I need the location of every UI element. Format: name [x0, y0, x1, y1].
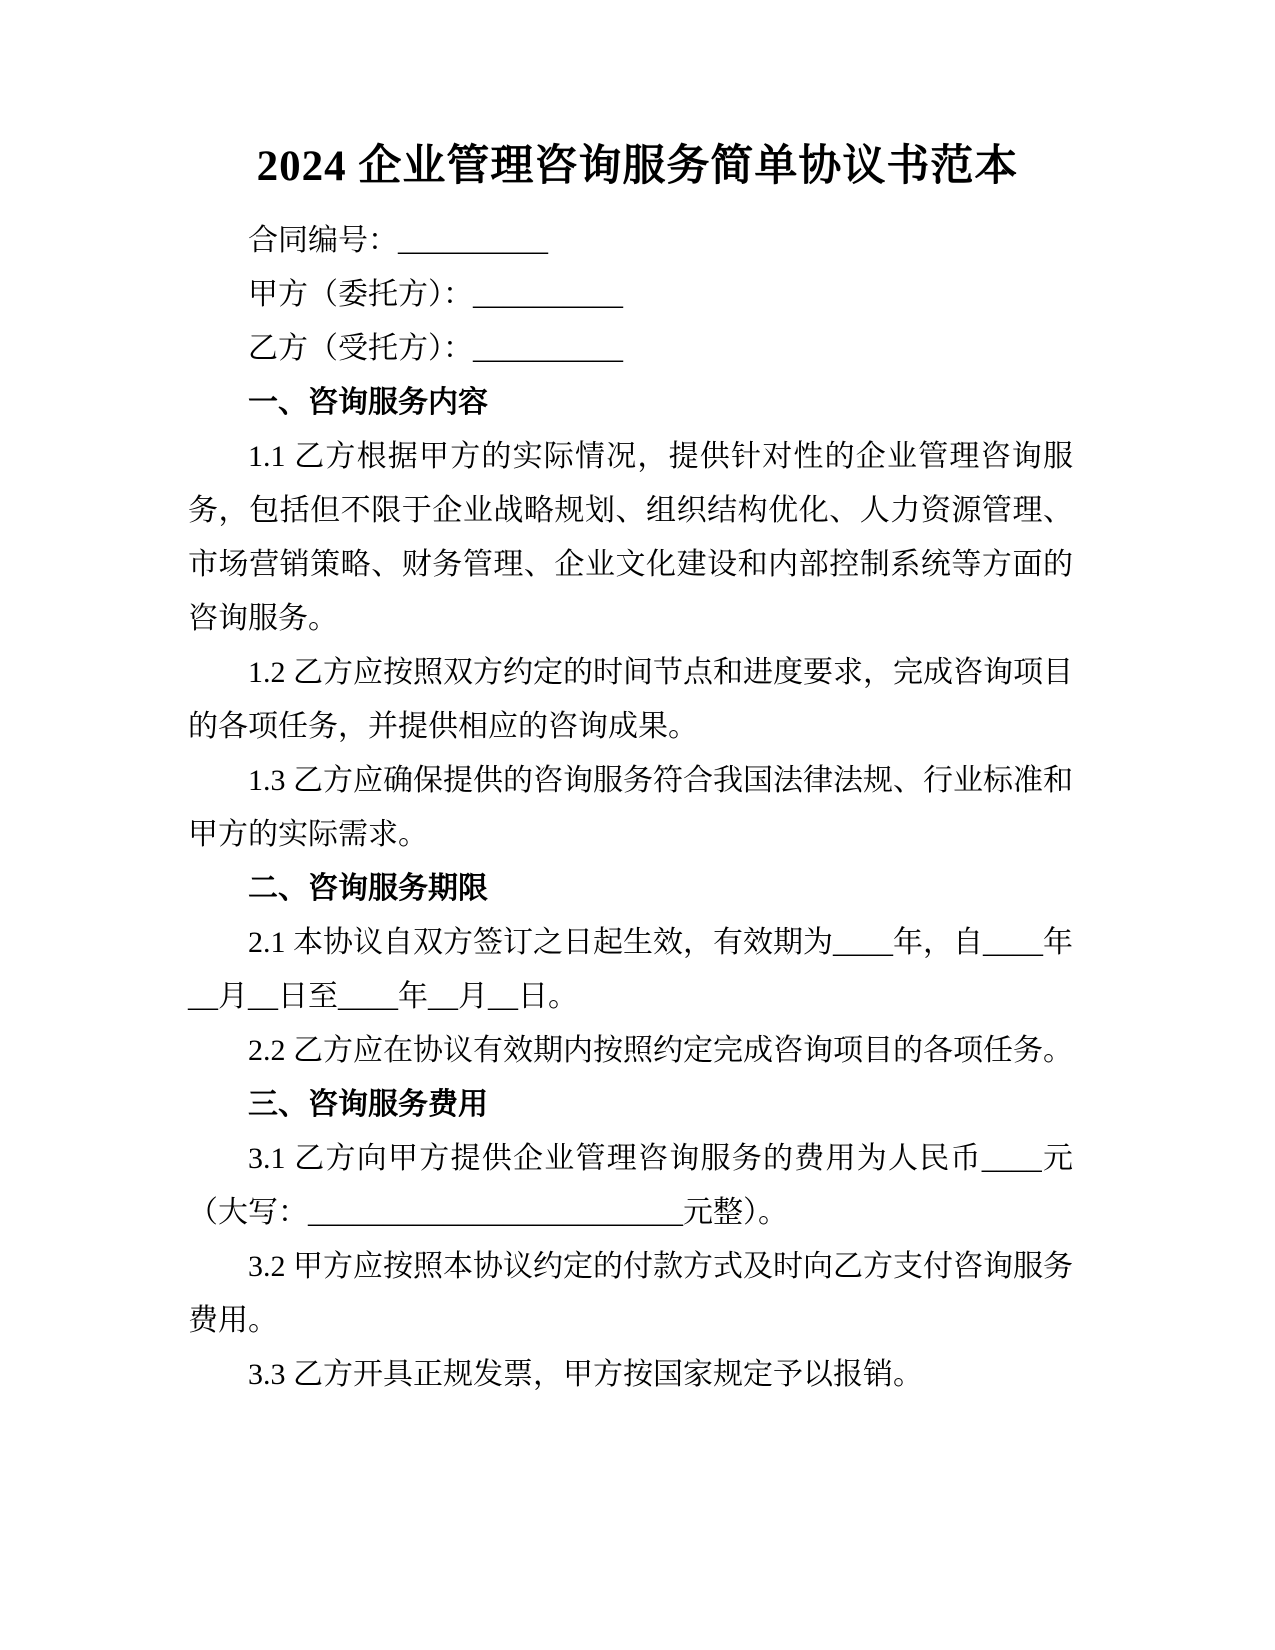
- party-a-field: [188, 268, 1073, 322]
- party-b-field: [188, 322, 1073, 376]
- contract-number-field: [188, 214, 1073, 268]
- clause-2-1: 2.1 本协议自双方签订之日起生效，有效期为____年，自____年__月__日至____年__月__日。: [188, 926, 1073, 1013]
- clause-3-3: 3.3 乙方开具正规发票，甲方按国家规定予以报销。: [248, 1358, 923, 1391]
- contract-number-label: 合同编号：: [248, 224, 398, 257]
- contract-number-blank: __________: [398, 224, 548, 257]
- section-1-heading: 一、咨询服务内容: [248, 386, 488, 419]
- clause-3-1: 3.1 乙方向甲方提供企业管理咨询服务的费用为人民币____元（大写：_________________________元整）。: [188, 1142, 1073, 1229]
- clause-2-2: 2.2 乙方应在协议有效期内按照约定完成咨询项目的各项任务。: [248, 1034, 1073, 1067]
- clause-3-2: 3.2 甲方应按照本协议约定的付款方式及时向乙方支付咨询服务费用。: [188, 1250, 1073, 1337]
- clause-1-1: 1.1 乙方根据甲方的实际情况，提供针对性的企业管理咨询服务，包括但不限于企业战略规划、组织结构优化、人力资源管理、市场营销策略、财务管理、企业文化建设和内部控制系统等方面的咨询服务。: [188, 440, 1073, 635]
- document-body: [188, 214, 1073, 1402]
- section-2-heading: 二、咨询服务期限: [248, 872, 488, 905]
- document-title: 2024 企业管理咨询服务简单协议书范本: [256, 143, 1019, 190]
- clause-1-2: 1.2 乙方应按照双方约定的时间节点和进度要求，完成咨询项目的各项任务，并提供相应的咨询成果。: [188, 656, 1073, 743]
- party-a-label: 甲方（委托方）：: [248, 278, 473, 311]
- section-3-heading: 三、咨询服务费用: [248, 1088, 488, 1121]
- clause-1-3: 1.3 乙方应确保提供的咨询服务符合我国法律法规、行业标准和甲方的实际需求。: [188, 764, 1073, 851]
- party-b-label: 乙方（受托方）：: [248, 332, 473, 365]
- party-b-blank: __________: [473, 332, 623, 365]
- party-a-blank: __________: [473, 278, 623, 311]
